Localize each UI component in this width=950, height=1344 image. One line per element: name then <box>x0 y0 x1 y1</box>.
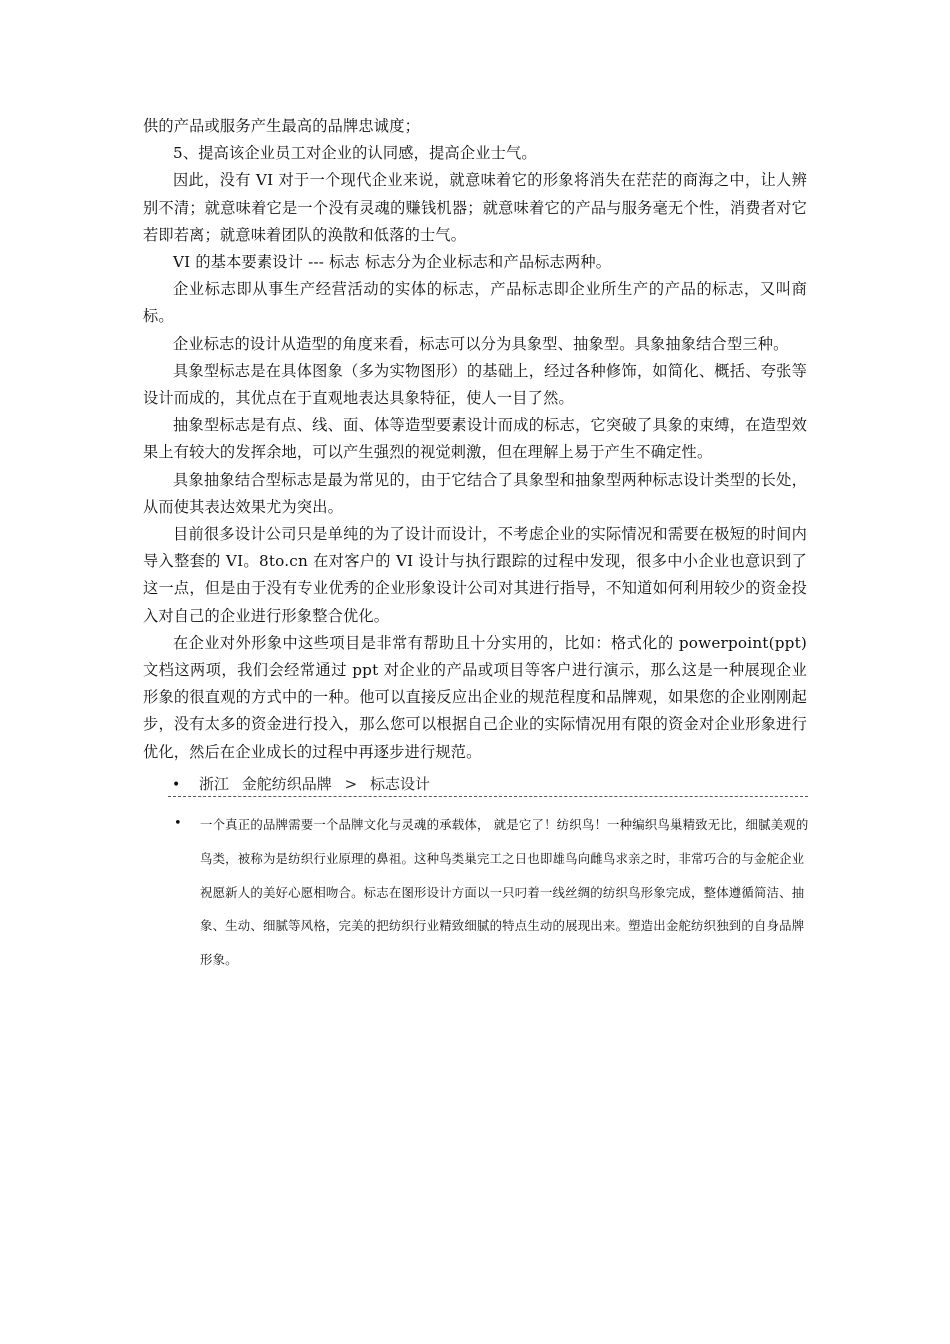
paragraph: 企业标志即从事生产经营活动的实体的标志，产品标志即企业所生产的产品的标志，又叫商标。 <box>143 280 807 326</box>
paragraph: 因此，没有 VI 对于一个现代企业来说，就意味着它的形象将消失在茫茫的商海之中，让人辨别不清；就意味着它是一个没有灵魂的赚钱机器；就意味着它的产品与服务毫无个性，消费者对它若即若离；就意味着团队的涣散和低落的士气。 <box>143 171 807 244</box>
breadcrumb-brand[interactable]: 金舵纺织品牌 <box>241 775 332 793</box>
breadcrumb-separator: > <box>344 775 358 793</box>
paragraph: 具象抽象结合型标志是最为常见的，由于它结合了具象型和抽象型两种标志设计类型的长处，从而使其表达效果尤为突出。 <box>143 470 807 516</box>
body-text <box>143 113 807 766</box>
paragraph: 企业标志的设计从造型的角度来看，标志可以分为具象型、抽象型。具象抽象结合型三种。 <box>173 334 789 353</box>
paragraph: VI 的基本要素设计 --- 标志 标志分为企业标志和产品标志两种。 <box>173 253 612 272</box>
paragraph: 在企业对外形象中这些项目是非常有帮助且十分实用的，比如：格式化的 powerpoint(ppt)文档这两项，我们会经常通过 ppt 对企业的产品或项目等客户进行演示，那么这是一种展现企业形象的很直观的方式中的一种。他可以直接反应出企业的规范程度和品牌观，如果您的企业刚刚起步，没有太多的资金进行投入，那么您可以根据自己企业的实际情况用有限的资金对企业形象进行优化，然后在企业成长的过程中再逐步进行规范。 <box>143 633 807 761</box>
breadcrumb <box>199 774 438 794</box>
paragraph: 目前很多设计公司只是单纯的为了设计而设计，不考虑企业的实际情况和需要在极短的时间内导入整套的 VI。8to.cn 在对客户的 VI 设计与执行跟踪的过程中发现，很多中小企业也意识到了这一点，但是由于没有专业优秀的企业形象设计公司对其进行指导，不知道如何利用较少的资金投入对自己的企业进行形象整合优化。 <box>143 525 807 625</box>
paragraph: 5、提高该企业员工对企业的认同感，提高企业士气。 <box>173 144 537 163</box>
breadcrumb-row <box>168 772 808 797</box>
breadcrumb-section[interactable]: 标志设计 <box>369 775 430 793</box>
breadcrumb-region[interactable]: 浙江 <box>199 775 230 793</box>
paragraph: 供的产品或服务产生最高的品牌忠诚度； <box>143 117 420 135</box>
brand-description: 一个真正的品牌需要一个品牌文化与灵魂的承载体， 就是它了！纺织鸟！一种编织鸟巢精致无比，细腻美观的鸟类，被称为是纺织行业原理的鼻祖。这种鸟类巢完工之日也即雄鸟向雌鸟求亲之时，非常巧合的与金舵企业祝愿新人的美好心愿相吻合。标志在图形设计方面以一只叼着一线丝绸的纺织鸟形象完成，整体遵循简洁、抽象、生动、细腻等风格，完美的把纺织行业精致细腻的特点生动的展现出来。塑造出金舵纺织独到的自身品牌形象。 <box>200 817 809 968</box>
paragraph: 抽象型标志是有点、线、面、体等造型要素设计而成的标志，它突破了具象的束缚，在造型效果上有较大的发挥余地，可以产生强烈的视觉刺激，但在理解上易于产生不确定性。 <box>143 416 807 462</box>
paragraph: 具象型标志是在具体图象（多为实物图形）的基础上，经过各种修饰，如简化、概括、夸张等设计而成的，其优点在于直观地表达具象特征，使人一目了然。 <box>143 361 807 408</box>
bullet-icon: • <box>174 816 182 831</box>
bullet-icon: • <box>172 777 181 793</box>
